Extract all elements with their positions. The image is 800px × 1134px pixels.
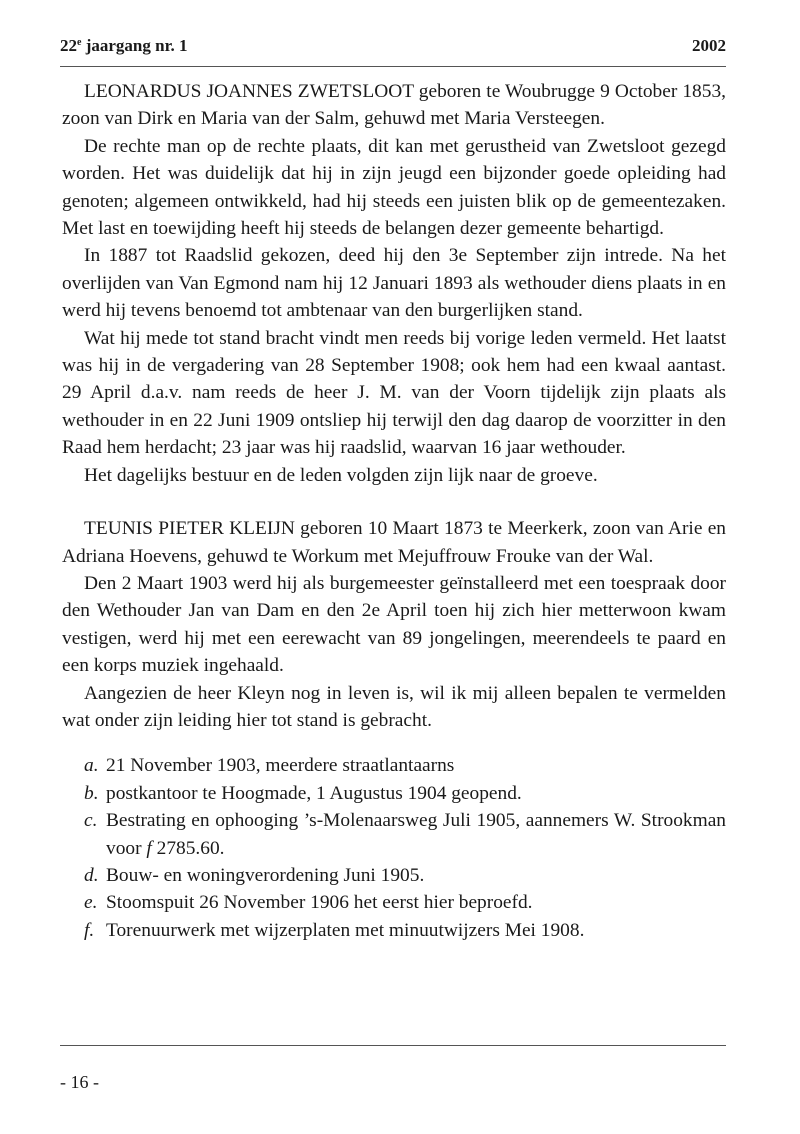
header-rule: [60, 66, 726, 67]
achievements-list: [84, 752, 726, 944]
page-number: - 16 -: [60, 1072, 99, 1092]
paragraph: TEUNIS PIETER KLEIJN geboren 10 Maart 1873 te Meerkerk, zoon van Arie en Adriana Hoevens, gehuwd te Workum met Mejuffrouw Frouke van der Wal.: [62, 518, 726, 567]
list-item: a. 21 November 1903, meerdere straatlantaarns: [84, 755, 455, 777]
paragraph: Den 2 Maart 1903 werd hij als burgemeester geïnstalleerd met een toespraak door den Wethouder Jan van Dam en den 2e April toen hij zich hier metterwoon kwam vestigen, werd hij met een eerewacht van 89 jongelingen, meerendeels te paard en een korps muziek ingehaald.: [62, 572, 726, 677]
article-body: [62, 78, 726, 944]
footer-rule: [60, 1045, 726, 1046]
paragraph: Wat hij mede tot stand bracht vindt men reeds bij vorige leden vermeld. Het laatst was hij in de vergadering van 28 September 1908; ook hem had een kwaal aantast. 29 April d.a.v. nam reeds de heer J. M. van der Voorn tijdelijk zijn plaats als wethouder in en 22 Juni 1909 ontsliep hij terwijl den dag daarop de voorzitter in den Raad hem herdacht; 23 jaar was hij raadslid, waarvan 16 jaar wethouder.: [62, 327, 726, 459]
list-item: b. postkantoor te Hoogmade, 1 Augustus 1904 geopend.: [84, 782, 522, 804]
list-item: f. Torenuurwerk met wijzerplaten met minuutwijzers Mei 1908.: [84, 919, 585, 941]
paragraph: De rechte man op de rechte plaats, dit kan met gerustheid van Zwetsloot gezegd worden. Het was duidelijk dat hij in zijn jeugd een bijzonder goede opleiding had genoten; algemeen ontwikkeld, had hij steeds een juisten blik op de gemeentezaken. Met last en toewijding heeft hij steeds de belangen dezer gemeente behartigd.: [62, 135, 726, 240]
paragraph: Aangezien de heer Kleyn nog in leven is, wil ik mij alleen bepalen te vermelden wat onder zijn leiding hier tot stand is gebracht.: [62, 682, 726, 731]
volume-label: 22e jaargang nr. 1: [60, 36, 188, 55]
year-label: 2002: [692, 36, 726, 55]
list-item: e. Stoomspuit 26 November 1906 het eerst hier beproefd.: [84, 892, 533, 914]
running-header: [60, 36, 726, 56]
section-gap: [62, 489, 726, 515]
paragraph: In 1887 tot Raadslid gekozen, deed hij den 3e September zijn intrede. Na het overlijden van Van Egmond nam hij 12 Januari 1893 als wethouder diens plaats in en werd hij tevens benoemd tot ambtenaar van den burgerlijken stand.: [62, 245, 726, 322]
list-item: d. Bouw- en woningverordening Juni 1905.: [84, 864, 425, 886]
paragraph: Het dagelijks bestuur en de leden volgden zijn lijk naar de groeve.: [84, 464, 598, 486]
list-item: c. Bestrating en ophooging ’s-Molenaarsweg Juli 1905, aannemers W. Strookman voor f 2785.60.: [84, 810, 726, 859]
paragraph: LEONARDUS JOANNES ZWETSLOOT geboren te Woubrugge 9 October 1853, zoon van Dirk en Maria van der Salm, gehuwd met Maria Versteegen.: [62, 81, 726, 130]
